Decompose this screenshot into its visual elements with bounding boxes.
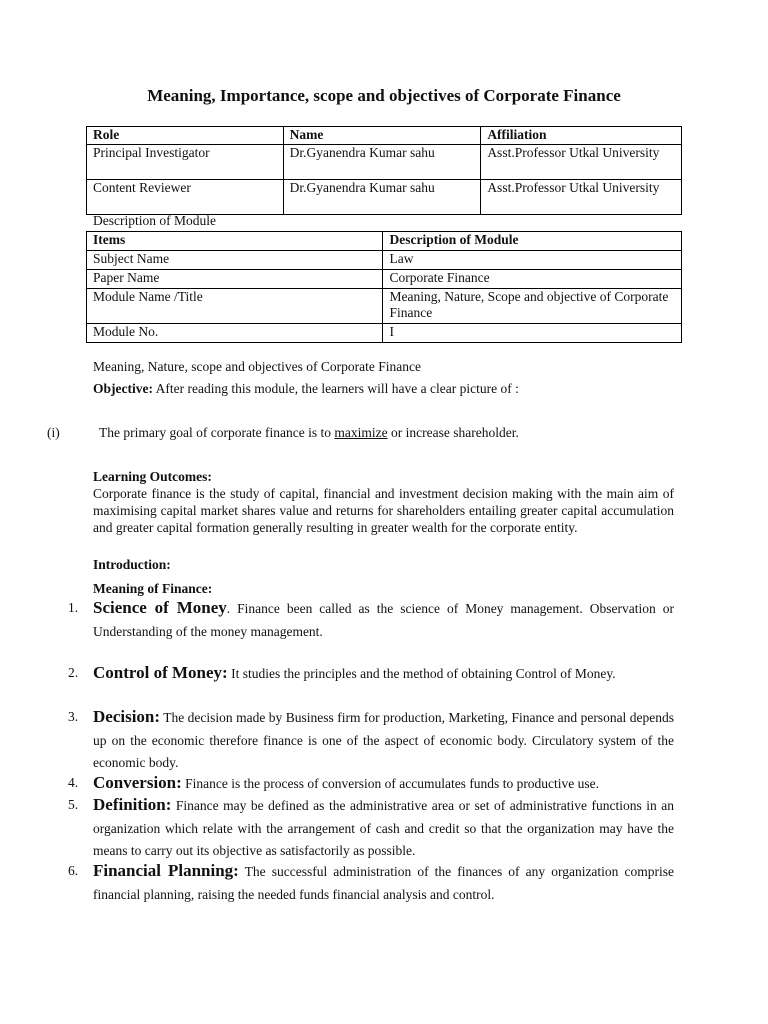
table-cell: I <box>383 324 682 343</box>
list-term: Science of Money <box>93 598 227 617</box>
table-cell: Paper Name <box>87 270 383 289</box>
table-cell: Law <box>383 251 682 270</box>
column-header: Description of Module <box>383 232 682 251</box>
table-cell: Subject Name <box>87 251 383 270</box>
list-item <box>68 706 674 775</box>
list-text: Finance may be defined as the administrative area or set of administrative functions in an organization which relate with the arrangement of cash and credit so that the organization may have the means to carry out its objective as satisfactorily as possible. <box>93 798 674 858</box>
meaning-of-finance-heading: Meaning of Finance: <box>93 581 213 596</box>
table-cell: Corporate Finance <box>383 270 682 289</box>
table-cell: Content Reviewer <box>87 180 284 215</box>
list-term: Definition: <box>93 795 172 814</box>
list-text: The decision made by Business firm for production, Marketing, Finance and personal depends up on the economic therefore finance is one of the aspect of economic body. Circulatory system of the economic body. <box>93 710 674 770</box>
table-cell: Dr.Gyanendra Kumar sahu <box>283 180 481 215</box>
table-header-row <box>87 127 682 145</box>
list-number: 3. <box>68 709 79 724</box>
goal-text-after: or increase shareholder. <box>387 425 519 440</box>
goal-text-before: The primary goal of corporate finance is to <box>99 425 335 440</box>
list-item <box>68 860 674 906</box>
list-number: 1. <box>68 600 79 615</box>
column-header: Items <box>87 232 383 251</box>
table-cell: Dr.Gyanendra Kumar sahu <box>283 145 481 180</box>
goal-text <box>99 424 519 441</box>
page-title: Meaning, Importance, scope and objectives of Corporate Finance <box>147 86 621 105</box>
list-item <box>68 772 674 796</box>
column-header: Name <box>283 127 481 145</box>
objective-paragraph <box>93 380 519 397</box>
table-row <box>87 180 682 215</box>
learning-outcomes-heading: Learning Outcomes: <box>93 469 212 484</box>
table-cell: Module Name /Title <box>87 289 383 324</box>
list-text: The successful administration of the finances of any organization comprise financial planning, raising the needed funds financial analysis and control. <box>93 864 674 902</box>
list-term: Control of Money: <box>93 663 228 682</box>
list-number: 4. <box>68 775 79 790</box>
list-item <box>68 597 674 643</box>
goal-underlined-word: maximize <box>334 425 388 440</box>
list-term: Decision: <box>93 707 161 726</box>
goal-marker: (i) <box>47 425 60 440</box>
list-item <box>68 794 674 863</box>
list-text: Finance is the process of conversion of accumulates funds to productive use. <box>181 776 600 791</box>
table-row <box>87 324 682 343</box>
roles-table <box>86 126 682 215</box>
module-subtitle: Meaning, Nature, scope and objectives of Corporate Finance <box>93 359 422 374</box>
list-term: Financial Planning: <box>93 861 239 880</box>
list-number: 5. <box>68 797 79 812</box>
list-text: . Finance been called as the science of Money management. Observation or Understanding of the money management. <box>93 601 674 639</box>
table-row <box>87 251 682 270</box>
table-cell: Meaning, Nature, Scope and objective of Corporate Finance <box>383 289 682 324</box>
learning-outcomes-body: Corporate finance is the study of capital, financial and investment decision making with the main aim of maximising capital market shares value and returns for shareholders entailing greater capital accumulation and greater capital formation generally resulting in greater wealth for the corporate entity. <box>93 486 674 535</box>
list-term: Conversion: <box>93 773 182 792</box>
table-cell: Principal Investigator <box>87 145 284 180</box>
table-cell: Module No. <box>87 324 383 343</box>
table-row <box>87 289 682 324</box>
objective-text: After reading this module, the learners will have a clear picture of : <box>152 381 519 396</box>
introduction-heading: Introduction: <box>93 557 171 572</box>
table-row <box>87 270 682 289</box>
module-caption: Description of Module <box>93 213 216 228</box>
table-cell: Asst.Professor Utkal University <box>481 180 682 215</box>
list-item <box>68 662 674 686</box>
column-header: Affiliation <box>481 127 682 145</box>
table-cell: Asst.Professor Utkal University <box>481 145 682 180</box>
table-row <box>87 145 682 180</box>
list-text: It studies the principles and the method of obtaining Control of Money. <box>227 666 616 681</box>
list-number: 6. <box>68 863 79 878</box>
objective-label: Objective: <box>93 381 153 396</box>
column-header: Role <box>87 127 284 145</box>
module-table <box>86 231 682 343</box>
table-header-row <box>87 232 682 251</box>
list-number: 2. <box>68 665 79 680</box>
